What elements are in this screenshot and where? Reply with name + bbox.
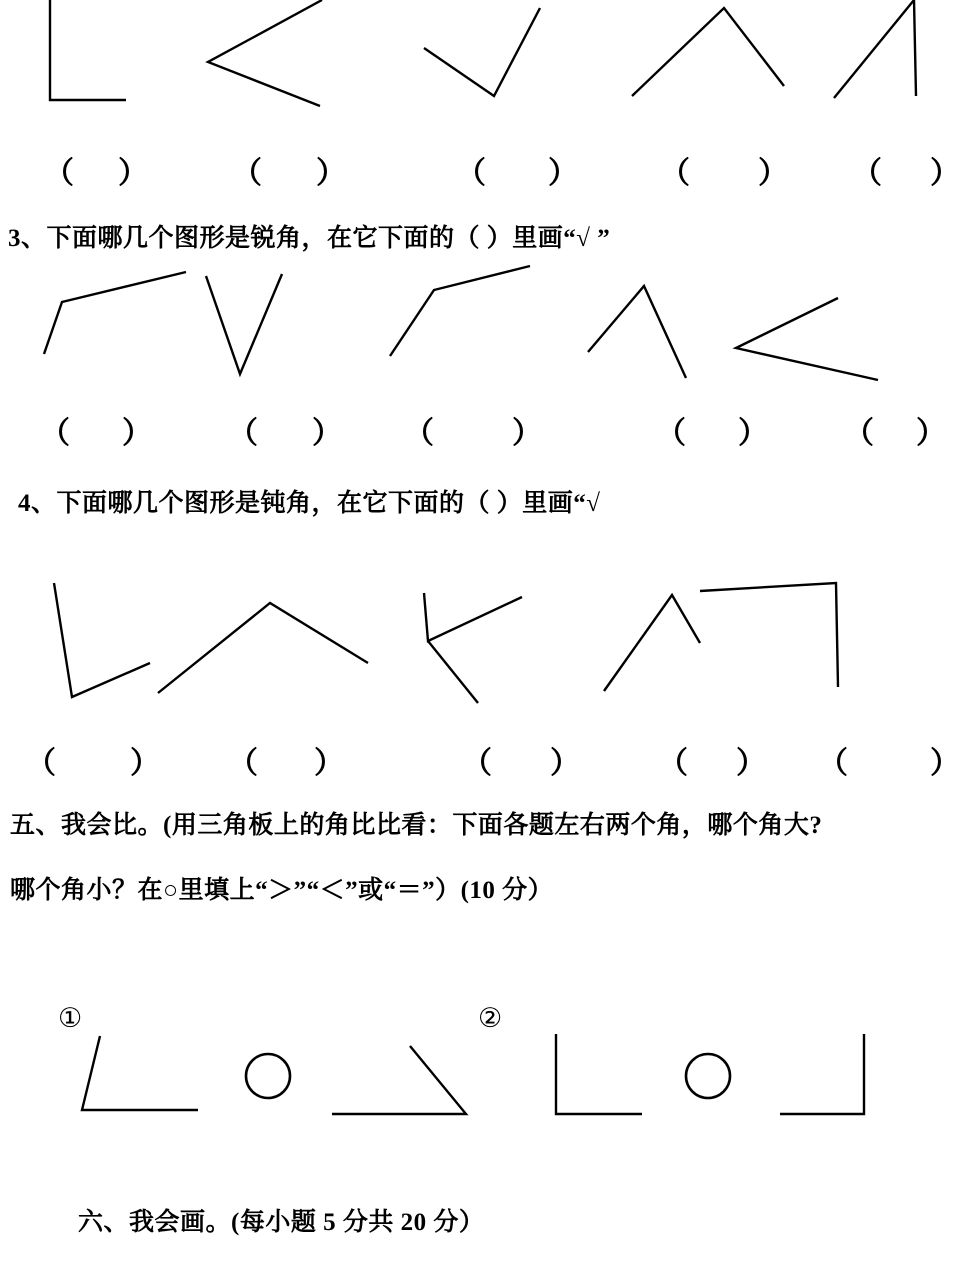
compare-figures-svg: [0, 1010, 960, 1140]
question-3-text: 3、下面哪几个图形是锐角，在它下面的（ ）里画“√ ”: [8, 225, 611, 252]
paren-open[interactable]: （: [404, 417, 434, 450]
section-6-heading: 六、我会画。(每小题 5 分共 20 分）: [78, 1209, 485, 1236]
paren-open[interactable]: （: [232, 157, 262, 190]
compare-2-answer-circle[interactable]: [686, 1054, 730, 1098]
angle-figure-5b: [914, 0, 916, 96]
figure-row-3-svg: [0, 575, 960, 730]
paren-close[interactable]: ）: [916, 417, 946, 450]
paren-open[interactable]: （: [228, 747, 258, 780]
paren-open[interactable]: （: [40, 417, 70, 450]
figure-row-top: [0, 0, 960, 130]
angle-figure-2: [208, 0, 322, 106]
paren-close[interactable]: ）: [930, 747, 960, 780]
paren-open[interactable]: （: [660, 157, 690, 190]
obtuse-figure-3b: [428, 641, 478, 703]
compare-1-right-angle: [332, 1046, 466, 1114]
paren-close[interactable]: ）: [316, 157, 346, 190]
figure-row-2-svg: [0, 262, 960, 392]
obtuse-figure-1: [54, 583, 150, 697]
paren-open[interactable]: （: [844, 417, 874, 450]
figure-row-top-svg: [0, 0, 960, 130]
acute-figure-4: [588, 286, 686, 378]
paren-close[interactable]: ）: [118, 157, 148, 190]
paren-close[interactable]: ）: [758, 157, 788, 190]
answer-paren-row-3: [0, 738, 960, 780]
compare-item-label-2: ②: [478, 1003, 503, 1034]
obtuse-figure-2: [158, 603, 368, 693]
paren-close[interactable]: ）: [548, 157, 578, 190]
paren-open[interactable]: （: [44, 157, 74, 190]
answer-paren-row-2: [0, 408, 960, 450]
paren-open[interactable]: （: [26, 747, 56, 780]
compare-2-right-angle: [780, 1034, 864, 1114]
paren-open[interactable]: （: [456, 157, 486, 190]
paren-open[interactable]: （: [656, 417, 686, 450]
figure-row-2: [0, 262, 960, 392]
acute-figure-3: [390, 266, 530, 356]
compare-1-left-angle: [82, 1036, 198, 1110]
section-5-line-2: 哪个角小？在○里填上“＞”“＜”或“＝”）(10 分）: [10, 877, 554, 904]
figure-row-3: [0, 575, 960, 730]
compare-figures: [0, 1010, 960, 1140]
angle-figure-1: [50, 0, 126, 100]
paren-close[interactable]: ）: [930, 157, 960, 190]
obtuse-figure-3a: [424, 593, 522, 641]
obtuse-figure-4: [604, 595, 700, 691]
answer-paren-row-1: [0, 148, 960, 190]
angle-figure-3: [424, 8, 540, 96]
paren-close[interactable]: ）: [130, 747, 160, 780]
paren-close[interactable]: ）: [512, 417, 542, 450]
paren-close[interactable]: ）: [550, 747, 580, 780]
acute-figure-1: [44, 272, 186, 354]
obtuse-figure-5: [700, 583, 838, 687]
paren-open[interactable]: （: [658, 747, 688, 780]
paren-close[interactable]: ）: [738, 417, 768, 450]
angle-figure-4: [632, 8, 784, 96]
acute-figure-5: [736, 298, 878, 380]
compare-2-left-angle: [556, 1034, 642, 1114]
section-5-line-1: 五、我会比。(用三角板上的角比比看：下面各题左右两个角，哪个角大?: [10, 812, 823, 839]
paren-open[interactable]: （: [852, 157, 882, 190]
paren-close[interactable]: ）: [122, 417, 152, 450]
paren-open[interactable]: （: [228, 417, 258, 450]
question-4-text: 4、下面哪几个图形是钝角，在它下面的（ ）里画“√: [18, 490, 601, 517]
paren-close[interactable]: ）: [736, 747, 766, 780]
compare-1-answer-circle[interactable]: [246, 1054, 290, 1098]
paren-open[interactable]: （: [818, 747, 848, 780]
paren-close[interactable]: ）: [312, 417, 342, 450]
angle-figure-5a: [834, 0, 914, 98]
acute-figure-2: [206, 274, 282, 374]
paren-open[interactable]: （: [462, 747, 492, 780]
compare-item-label-1: ①: [58, 1003, 83, 1034]
paren-close[interactable]: ）: [314, 747, 344, 780]
